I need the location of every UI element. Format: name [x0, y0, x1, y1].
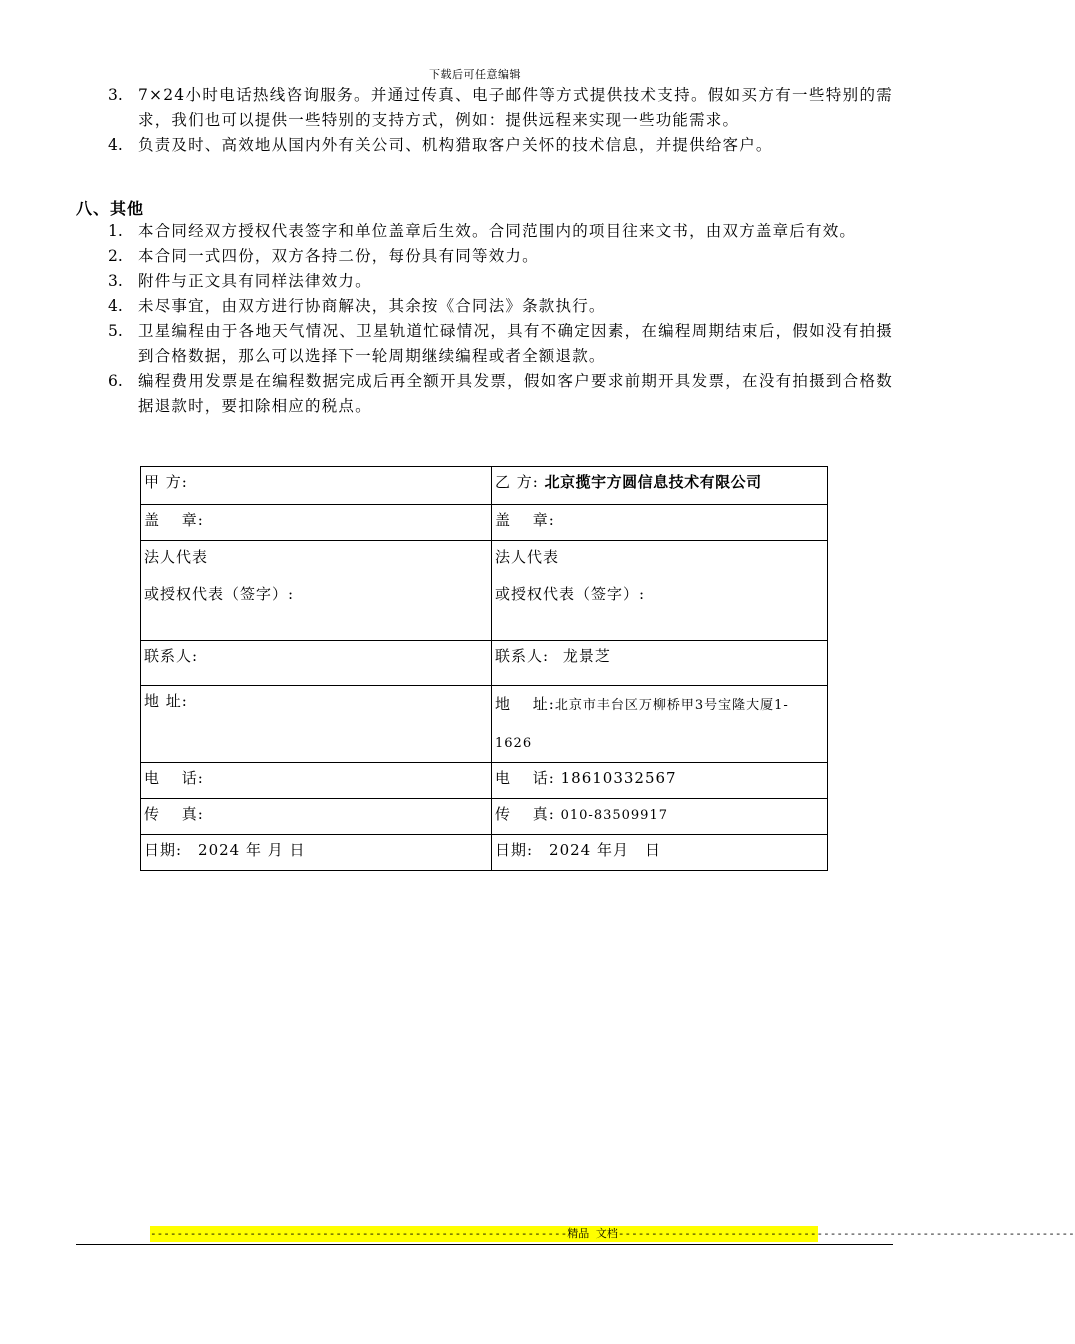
item-text: 编程费用发票是在编程数据完成后再全额开具发票，假如客户要求前期开具发票，在没有拍摄到合格数据退款时，要扣除相应的税点。 — [138, 372, 893, 415]
item-number: 5. — [108, 322, 123, 340]
item-number: 4. — [108, 297, 123, 315]
section7-list — [108, 83, 893, 158]
table-row — [141, 641, 828, 686]
table-row — [141, 505, 828, 541]
rep-a-cell — [141, 541, 492, 641]
table-row — [141, 799, 828, 835]
date-a-cell — [141, 835, 492, 871]
item-number: 2. — [108, 247, 123, 265]
fax-a-label: 传 真: — [144, 805, 204, 823]
address-b-label: 地 址: — [495, 695, 555, 713]
rep-b-line1: 法人代表 — [495, 548, 560, 566]
address-b-cell — [492, 686, 828, 763]
party-b-label: 乙 方: — [495, 473, 539, 491]
date-b-cell — [492, 835, 828, 871]
table-row — [141, 686, 828, 763]
table-row — [141, 835, 828, 871]
list-item — [108, 369, 893, 419]
seal-a-cell — [141, 505, 492, 541]
item-text: 本合同经双方授权代表签字和单位盖章后生效。合同范围内的项目往来文书，由双方盖章后有效。 — [138, 222, 857, 240]
rep-b-cell — [492, 541, 828, 641]
phone-a-cell — [141, 763, 492, 799]
contact-b-label: 联系人: — [495, 647, 550, 665]
item-text: 7×24小时电话热线咨询服务。并通过传真、电子邮件等方式提供技术支持。假如买方有一些特别的需求，我们也可以提供一些特别的支持方式，例如：提供远程来实现一些功能需求。 — [138, 86, 893, 129]
footer-divider — [76, 1244, 893, 1245]
rep-b-line2: 或授权代表（签字）: — [495, 585, 646, 603]
list-item — [108, 269, 893, 294]
item-text: 卫星编程由于各地天气情况、卫星轨道忙碌情况，具有不确定因素，在编程周期结束后，假如没有拍摄到合格数据，那么可以选择下一轮周期继续编程或者全额退款。 — [138, 322, 893, 365]
fax-b-cell — [492, 799, 828, 835]
table-row — [141, 467, 828, 505]
section8-list — [108, 219, 893, 419]
address-a-cell — [141, 686, 492, 763]
contact-b-value: 龙景芝 — [562, 647, 611, 665]
fax-b-value: 010-83509917 — [560, 808, 668, 823]
section-title: 八、其他 — [76, 199, 145, 218]
footer-bar: ---------------------------------------------------------------精品 文档--------------------------------------------------------------------- — [150, 1227, 1075, 1240]
list-item — [108, 244, 893, 269]
item-number: 4. — [108, 136, 123, 154]
seal-b-cell — [492, 505, 828, 541]
phone-b-value: 18610332567 — [560, 769, 677, 787]
contact-b-cell — [492, 641, 828, 686]
phone-a-label: 电 话: — [144, 769, 204, 787]
party-b-name: 北京揽宇方圆信息技术有限公司 — [544, 473, 762, 491]
list-item — [108, 83, 893, 133]
list-item — [108, 319, 893, 369]
address-b-value: 北京市丰台区万柳桥甲3号宝隆大厦1-1626 — [495, 698, 789, 751]
seal-a-label: 盖 章: — [144, 511, 204, 529]
rep-a-line1: 法人代表 — [144, 548, 209, 566]
list-item — [108, 133, 893, 158]
item-text: 附件与正文具有同样法律效力。 — [138, 272, 372, 290]
item-text: 负责及时、高效地从国内外有关公司、机构猎取客户关怀的技术信息，并提供给客户。 — [138, 136, 773, 154]
phone-b-label: 电 话: — [495, 769, 555, 787]
item-text: 本合同一式四份，双方各持二份，每份具有同等效力。 — [138, 247, 539, 265]
seal-b-label: 盖 章: — [495, 511, 555, 529]
table-row — [141, 763, 828, 799]
phone-b-cell — [492, 763, 828, 799]
address-a-label: 地 址: — [144, 692, 188, 710]
header-note: 下载后可任意编辑 — [429, 68, 521, 81]
fax-b-label: 传 真: — [495, 805, 555, 823]
item-text: 未尽事宜，由双方进行协商解决，其余按《合同法》条款执行。 — [138, 297, 606, 315]
list-item — [108, 294, 893, 319]
party-a-cell — [141, 467, 492, 505]
rep-a-line2: 或授权代表（签字）: — [144, 585, 295, 603]
party-b-cell — [492, 467, 828, 505]
party-a-label: 甲 方: — [144, 473, 188, 491]
item-number: 1. — [108, 222, 123, 240]
item-number: 3. — [108, 272, 123, 290]
list-item — [108, 219, 893, 244]
date-a-label: 日期: 2024 年 月 日 — [144, 841, 306, 859]
signature-table — [140, 466, 828, 871]
item-number: 3. — [108, 86, 123, 104]
fax-a-cell — [141, 799, 492, 835]
date-b-label: 日期: 2024 年月 日 — [495, 841, 661, 859]
contact-a-cell — [141, 641, 492, 686]
table-row — [141, 541, 828, 641]
contact-a-label: 联系人: — [144, 647, 199, 665]
item-number: 6. — [108, 372, 123, 390]
